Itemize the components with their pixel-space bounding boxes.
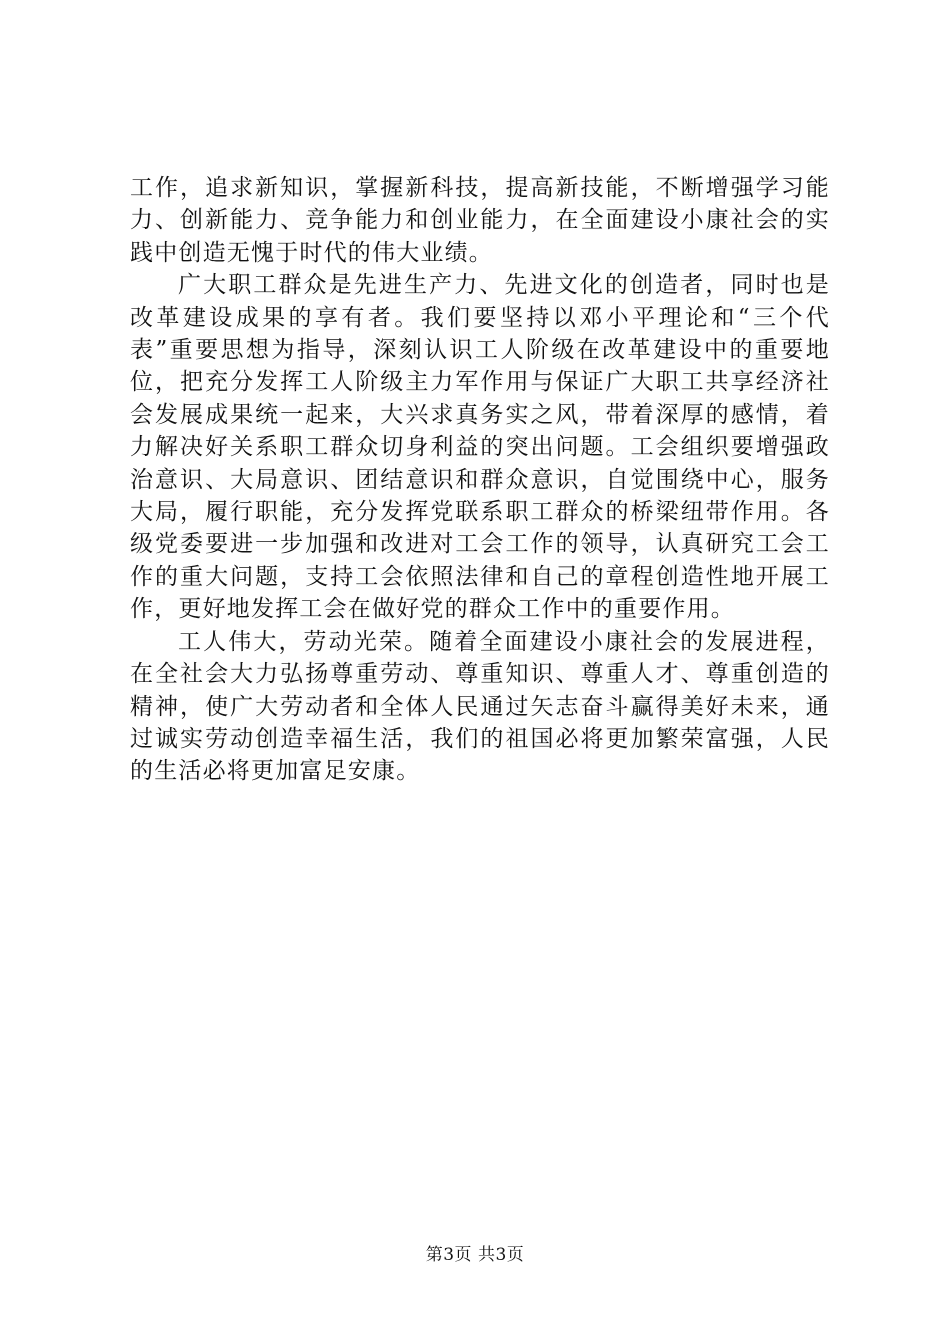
- page-number-footer: 第3页 共3页: [425, 1245, 525, 1265]
- paragraph-labor-glory: 工人伟大，劳动光荣。随着全面建设小康社会的发展进程，在全社会大力弘扬尊重劳动、尊重知识、尊重人才、尊重创造的精神，使广大劳动者和全体人民通过矢志奋斗赢得美好未来，通过诚实劳动创造幸福生活，我们的祖国必将更加繁荣富强，人民的生活必将更加富足安康。: [130, 628, 830, 785]
- paragraph-continuation: 工作，追求新知识，掌握新科技，提高新技能，不断增强学习能力、创新能力、竞争能力和创业能力，在全面建设小康社会的实践中创造无愧于时代的伟大业绩。: [130, 175, 830, 266]
- paragraph-workers-masses: 广大职工群众是先进生产力、先进文化的创造者，同时也是改革建设成果的享有者。我们要坚持以邓小平理论和“三个代表”重要思想为指导，深刻认识工人阶级在改革建设中的重要地位，把充分发挥工人阶级主力军作用与保证广大职工共享经济社会发展成果统一起来，大兴求真务实之风，带着深厚的感情，着力解决好关系职工群众切身利益的突出问题。工会组织要增强政治意识、大局意识、团结意识和群众意识，自觉围绕中心，服务大局，履行职能，充分发挥党联系职工群众的桥梁纽带作用。各级党委要进一步加强和改进对工会工作的领导，认真研究工会工作的重大问题，支持工会依照法律和自己的章程创造性地开展工作，更好地发挥工会在做好党的群众工作中的重要作用。: [130, 272, 830, 623]
- document-body: [130, 172, 830, 788]
